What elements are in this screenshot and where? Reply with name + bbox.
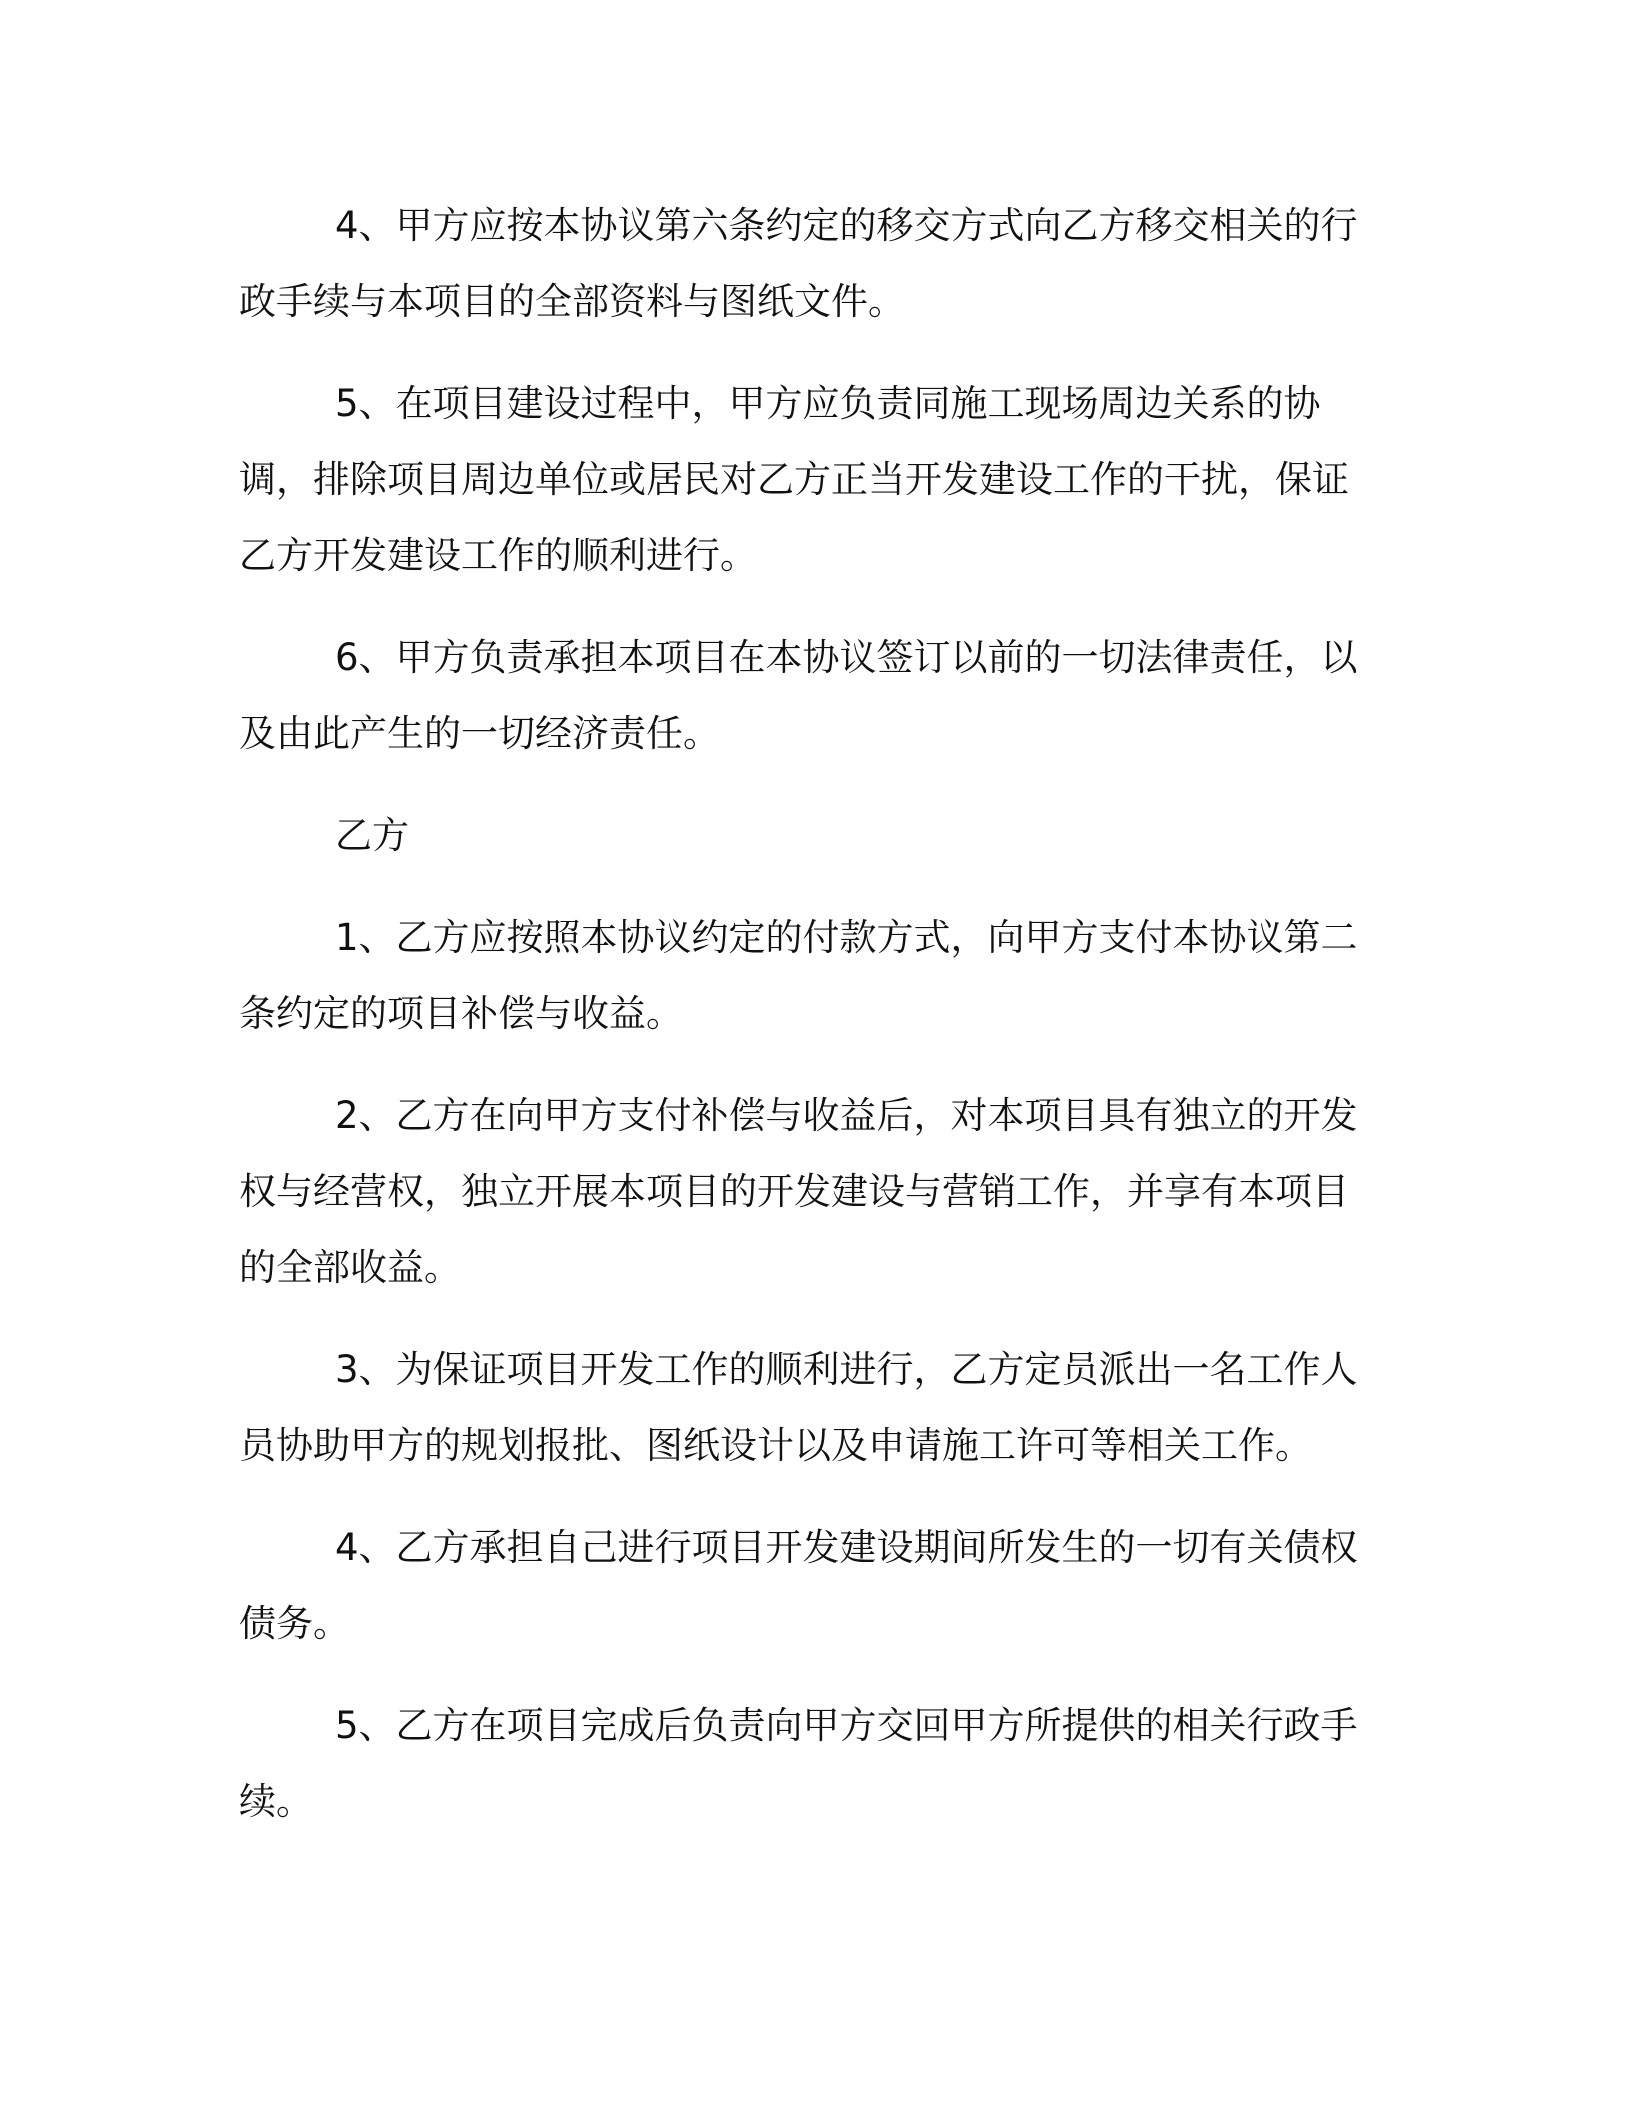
party-a-item-5: 5、在项目建设过程中，甲方应负责同施工现场周边关系的协调，排除项目周边单位或居民对乙方正当开发建设工作的干扰，保证乙方开发建设工作的顺利进行。 xyxy=(239,382,1349,577)
party-b-heading: 乙方 xyxy=(335,814,409,857)
document-body xyxy=(239,188,1379,1866)
party-a-item-6: 6、甲方负责承担本项目在本协议签订以前的一切法律责任，以及由此产生的一切经济责任。 xyxy=(239,636,1358,755)
party-b-item-3: 3、为保证项目开发工作的顺利进行，乙方定员派出一名工作人员协助甲方的规划报批、图纸设计以及申请施工许可等相关工作。 xyxy=(239,1348,1358,1467)
party-a-item-4: 4、甲方应按本协议第六条约定的移交方式向乙方移交相关的行政手续与本项目的全部资料与图纸文件。 xyxy=(239,204,1358,323)
party-b-item-4: 4、乙方承担自己进行项目开发建设期间所发生的一切有关债权债务。 xyxy=(239,1526,1358,1645)
party-b-item-2: 2、乙方在向甲方支付补偿与收益后，对本项目具有独立的开发权与经营权，独立开展本项目的开发建设与营销工作，并享有本项目的全部收益。 xyxy=(239,1094,1358,1289)
party-b-item-1: 1、乙方应按照本协议约定的付款方式，向甲方支付本协议第二条约定的项目补偿与收益。 xyxy=(239,916,1358,1035)
party-b-item-5: 5、乙方在项目完成后负责向甲方交回甲方所提供的相关行政手续。 xyxy=(239,1704,1358,1823)
